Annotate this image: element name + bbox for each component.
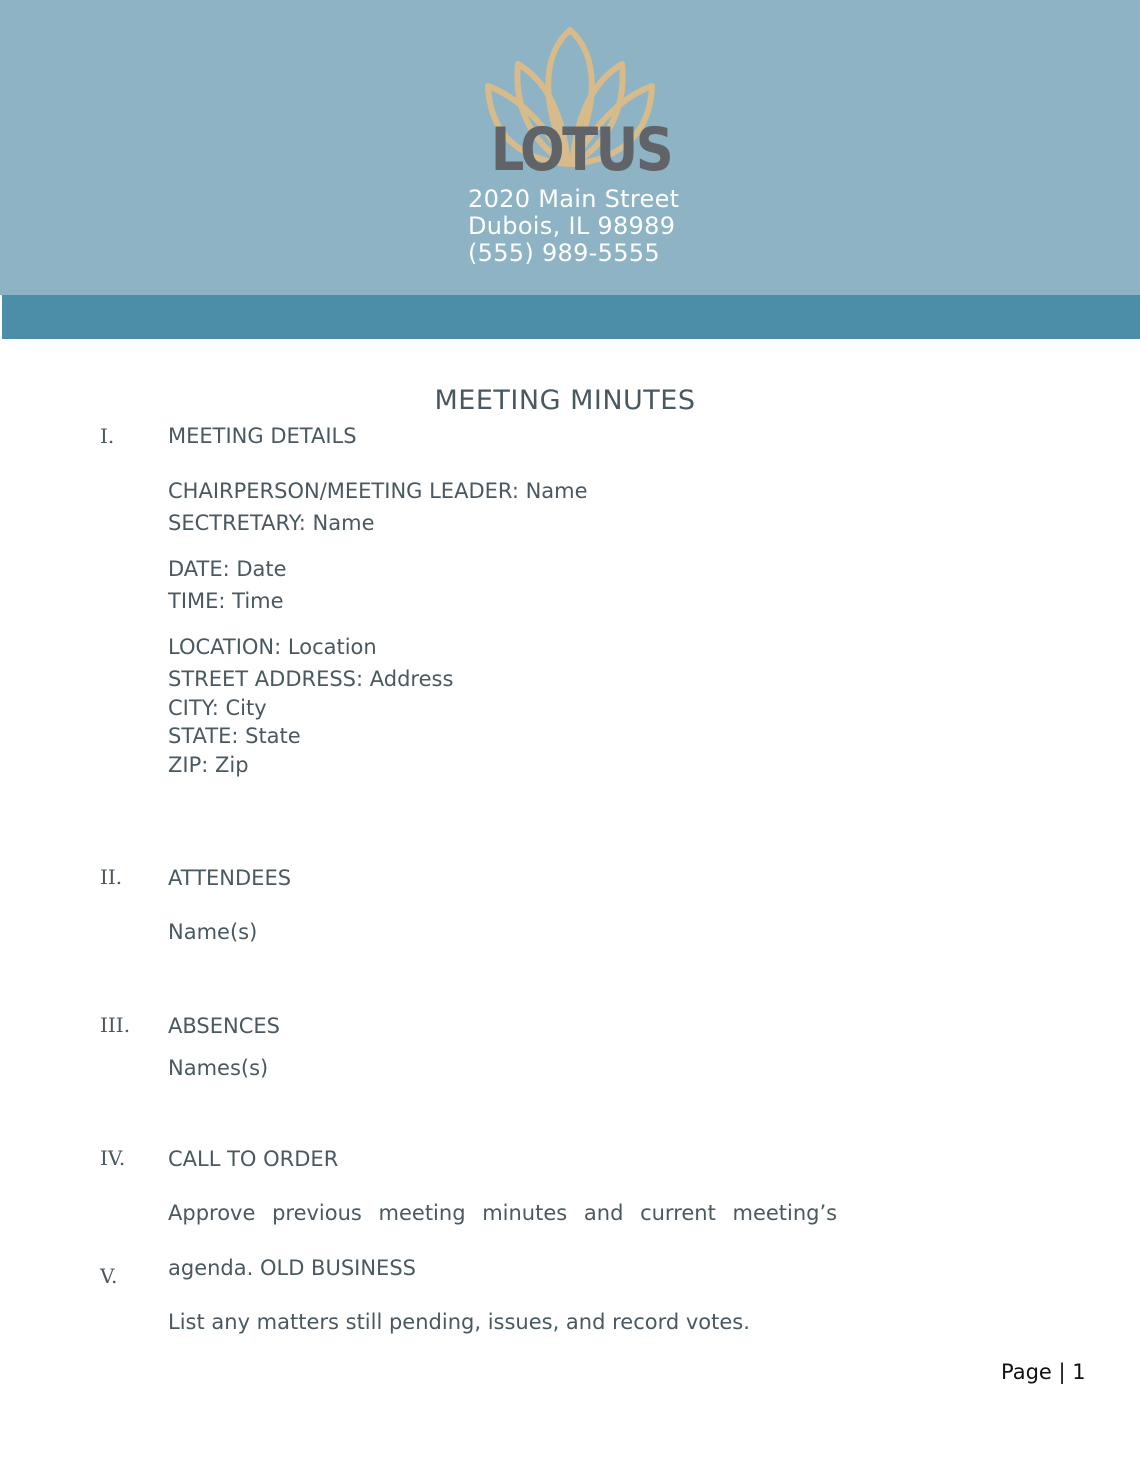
header-accent-band — [2, 295, 1140, 339]
address-city: Dubois, IL 98989 — [468, 212, 676, 240]
detail-line: SECTRETARY: Name — [168, 511, 375, 535]
section-heading: agenda. OLD BUSINESS — [168, 1256, 416, 1280]
detail-line: CITY: City — [168, 696, 267, 720]
section-numeral: I. — [100, 424, 115, 448]
page-number: Page | 1 — [1001, 1360, 1086, 1384]
section-numeral: III. — [100, 1013, 131, 1037]
detail-line: DATE: Date — [168, 557, 287, 581]
section-heading: ATTENDEES — [168, 866, 292, 890]
address-phone: (555) 989-5555 — [468, 239, 660, 267]
detail-line: Names(s) — [168, 1056, 269, 1080]
company-address — [468, 186, 679, 267]
section-numeral: V. — [100, 1264, 118, 1288]
section-heading: MEETING DETAILS — [168, 424, 357, 448]
detail-line: ZIP: Zip — [168, 753, 249, 777]
detail-line: Approve previous meeting minutes and current meeting’s — [168, 1201, 838, 1225]
detail-line: STATE: State — [168, 724, 301, 748]
address-street: 2020 Main Street — [468, 185, 680, 213]
detail-line: CHAIRPERSON/MEETING LEADER: Name — [168, 479, 588, 503]
section-numeral: IV. — [100, 1146, 126, 1170]
detail-line: List any matters still pending, issues, and record votes. — [168, 1310, 750, 1334]
document-title: MEETING MINUTES — [434, 385, 696, 416]
lotus-logo — [480, 24, 672, 185]
section-heading: ABSENCES — [168, 1014, 280, 1038]
logo-wordmark: LOTUS — [490, 115, 672, 185]
detail-line: TIME: Time — [168, 589, 284, 613]
detail-line: STREET ADDRESS: Address — [168, 667, 454, 691]
section-heading: CALL TO ORDER — [168, 1147, 339, 1171]
detail-line: LOCATION: Location — [168, 635, 377, 659]
section-numeral: II. — [100, 865, 123, 889]
detail-line: Name(s) — [168, 920, 258, 944]
